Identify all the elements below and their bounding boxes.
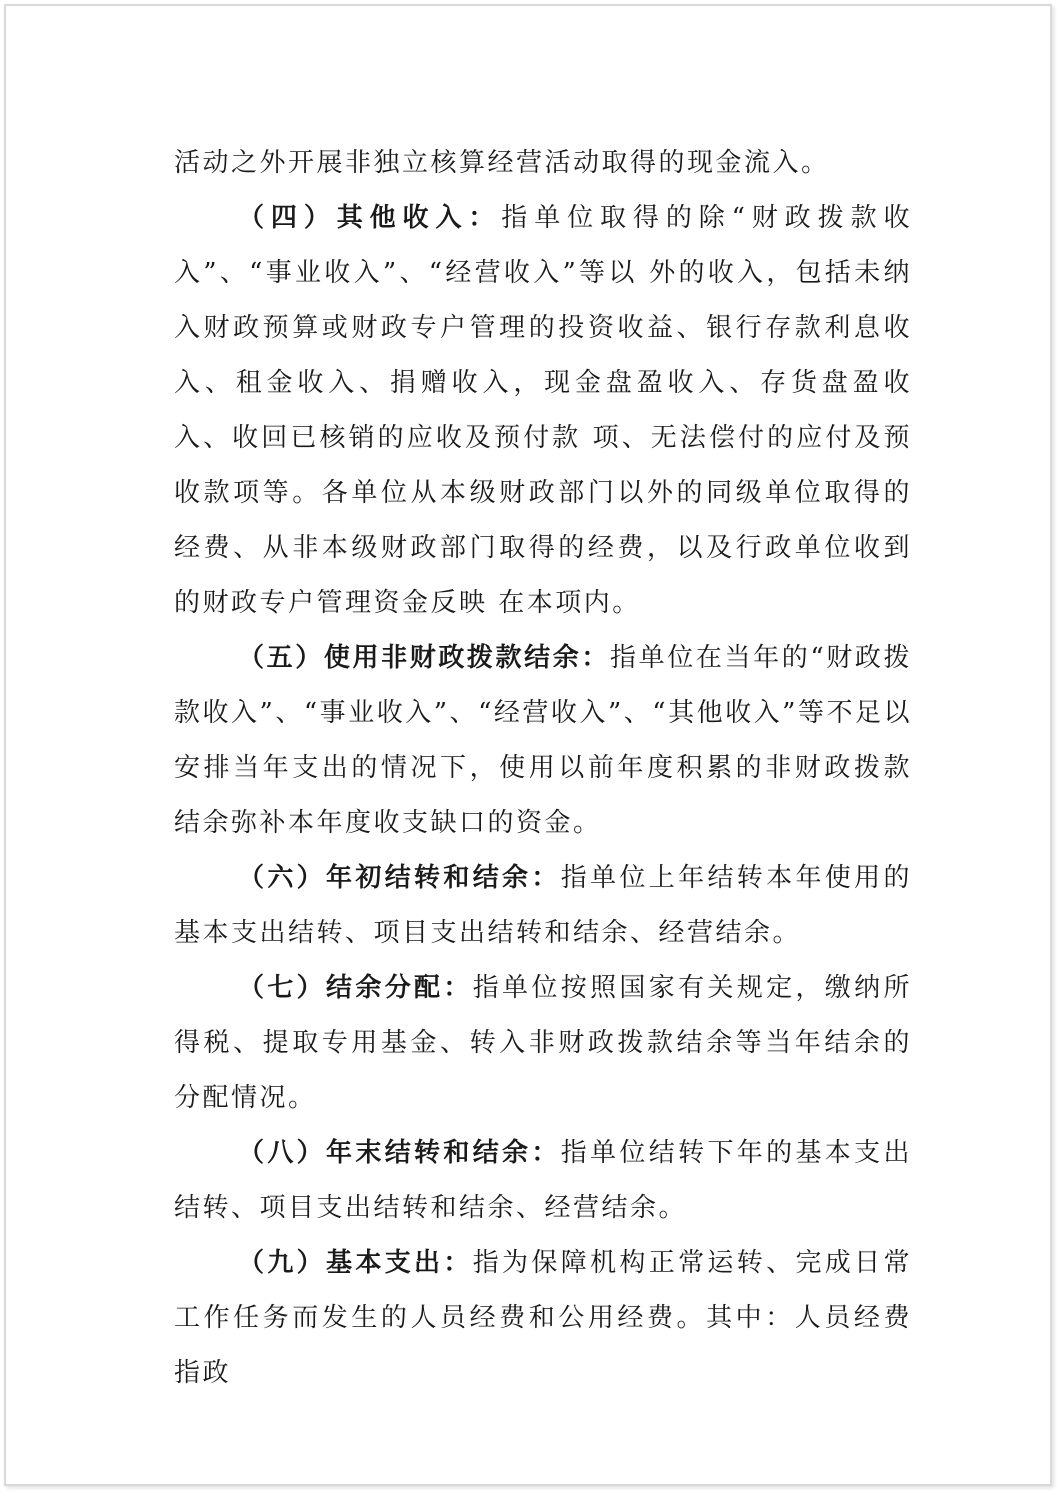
- paragraph-text: 指单位在当年的“财政拨款收入”、“事业收入”、“经营收入”、“其他收入”等不足以安排当年支出的情况下，使用以前年度积累的非财政拨款结余弥补本年度收支缺口的资金。: [174, 643, 912, 838]
- paragraph-text: 活动之外开展非独立核算经营活动取得的现金流入。: [174, 148, 830, 178]
- document-page: [4, 4, 1052, 1486]
- paragraph-opening-carryover: [174, 851, 912, 961]
- paragraph-text: 指单位按照国家有关规定，缴纳所得税、提取专用基金、转入非财政拨款结余等当年结余的分配情况。: [174, 973, 912, 1113]
- paragraph-closing-carryover: [174, 1126, 912, 1236]
- paragraph-other-income: [174, 191, 912, 631]
- paragraph-text: 指单位上年结转本年使用的基本支出结转、项目支出结转和结余、经营结余。: [174, 863, 912, 948]
- paragraph-basic-expenditure: [174, 1236, 912, 1401]
- paragraph-heading: （六）年初结转和结余：: [238, 863, 561, 893]
- paragraph-balance-distribution: [174, 961, 912, 1126]
- paragraph-non-fiscal-balance: [174, 631, 912, 851]
- paragraph-text: 指单位取得的除“财政拨款收入”、“事业收入”、“经营收入”等以 外的收入，包括未纳入财政预算或财政专户管理的投资收益、银行存款利息收入、租金收入、捐赠收入，现金盘盈收入、存货盘盈收入、收回已核销的应收及预付款 项、无法偿付的应付及预收款项等。各单位从本级财政部门以外的同级单位取得的经费、从非本级财政部门取得的经费，以及行政单位收到的财政专户管理资金反映 在本项内。: [174, 203, 912, 618]
- paragraph-text: 指为保障机构正常运转、完成日常工作任务而发生的人员经费和公用经费。其中：人员经费指政: [174, 1248, 912, 1388]
- paragraph-text: 指单位结转下年的基本支出结转、项目支出结转和结余、经营结余。: [174, 1138, 912, 1223]
- paragraph-heading: （四）其他收入：: [238, 203, 502, 233]
- paragraph-heading: （五）使用非财政拨款结余：: [238, 643, 611, 673]
- paragraph-heading: （七）结余分配：: [238, 973, 473, 1003]
- paragraph-continuation: [174, 136, 912, 191]
- document-body: [174, 136, 912, 1401]
- paragraph-heading: （九）基本支出：: [238, 1248, 473, 1278]
- paragraph-heading: （八）年末结转和结余：: [238, 1138, 561, 1168]
